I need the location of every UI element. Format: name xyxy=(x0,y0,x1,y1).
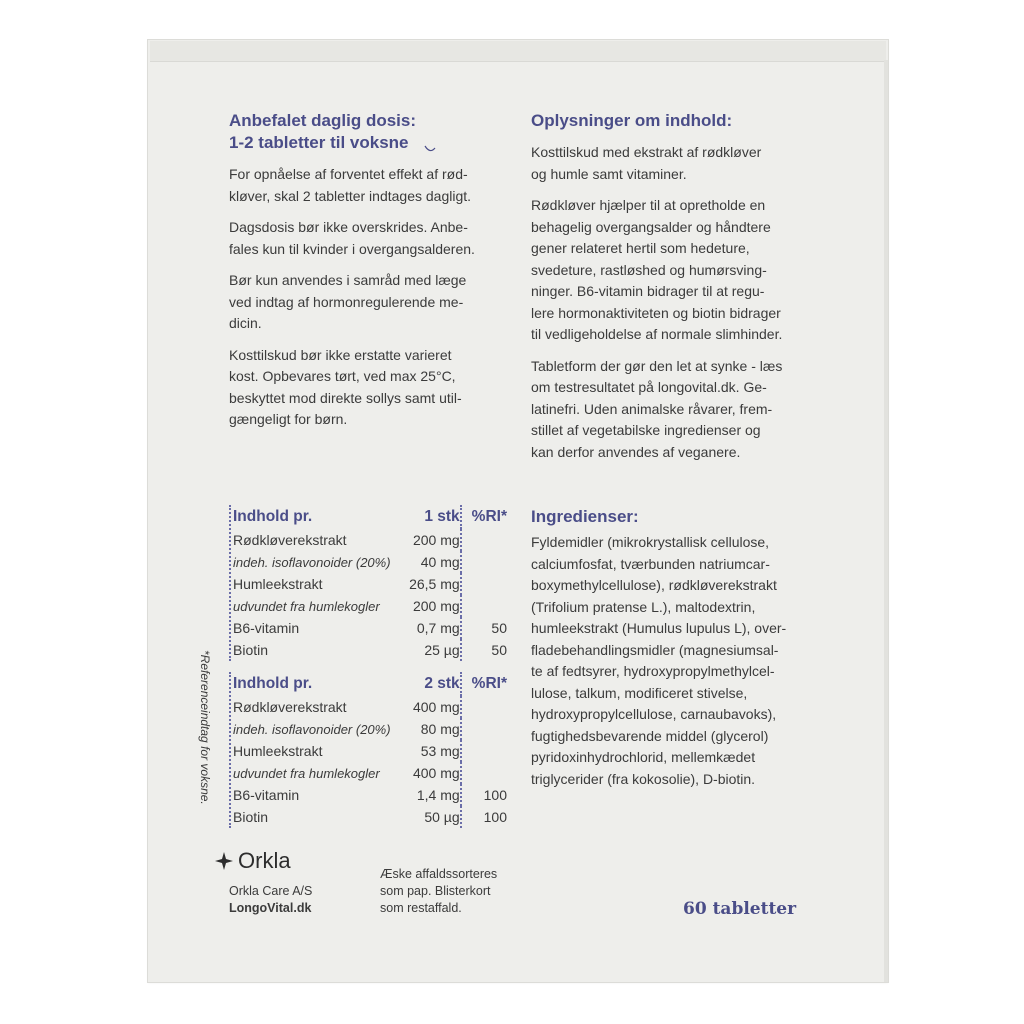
table-cell-ri: 100 xyxy=(460,806,509,828)
table-cell-name: B6-vitamin xyxy=(233,620,300,636)
table-row xyxy=(231,595,509,617)
table-header-ri: %RI* xyxy=(460,672,509,696)
table-row xyxy=(231,696,509,718)
dosage-line: Kosttilskud bør ikke erstatte varieret xyxy=(229,346,452,363)
dosage-title-line1: Anbefalet daglig dosis: xyxy=(229,111,417,130)
dosage-line: fales kun til kvinder i overgangsalderen. xyxy=(229,240,475,257)
table-cell-amount: 400 mg xyxy=(412,699,460,715)
ingredients-line: te af fedtsyrer, hydroxypropylmethylcel- xyxy=(531,663,775,679)
table-cell-name: indeh. isoflavonoider (20%) xyxy=(233,721,391,737)
info-paragraph xyxy=(531,195,816,346)
table-cell-name: Biotin xyxy=(233,642,269,658)
dosage-paragraphs xyxy=(229,164,519,441)
recycling-line: som pap. Blisterkort xyxy=(380,884,491,898)
dosage-paragraph xyxy=(229,164,519,207)
ingredients-line: fladebehandlingsmidler (magnesiumsal- xyxy=(531,641,779,658)
dosage-title-line2: 1-2 tabletter til voksne xyxy=(229,133,409,152)
table-cell-ri: 100 xyxy=(460,784,509,806)
info-line: gener relateret hertil som hedeture, xyxy=(531,240,750,256)
table-cell-amount: 40 mg xyxy=(420,554,460,570)
table-header xyxy=(231,505,509,529)
ingredients-line: triglycerider (fra kokosolie), D-biotin. xyxy=(531,770,756,787)
ingredients-title: Ingredienser: xyxy=(531,507,639,526)
table-cell-ri xyxy=(460,740,509,762)
reference-intake-note: *Referenceindtag for voksne. xyxy=(198,650,212,805)
package-top-fold xyxy=(150,41,886,62)
nutrition-table-1-tablet xyxy=(229,505,509,661)
table-cell-name: B6-vitamin xyxy=(233,787,300,803)
info-section xyxy=(531,110,816,473)
table-cell-amount: 200 mg xyxy=(412,598,460,614)
table-cell-amount: 50 µg xyxy=(424,809,460,825)
dosage-line: For opnåelse af forventet effekt af rød- xyxy=(229,166,468,182)
ingredients-line: pyridoxinhydrochlorid, mellemkædet xyxy=(531,749,756,765)
orkla-logo xyxy=(214,848,291,874)
package-right-edge xyxy=(884,60,888,982)
dosage-line: dicin. xyxy=(229,315,262,331)
company-info xyxy=(229,883,312,917)
dosage-line: Bør kun anvendes i samråd med læge xyxy=(229,272,467,288)
info-line: latinefri. Uden animalske råvarer, frem- xyxy=(531,400,773,417)
table-cell-name: Humleekstrakt xyxy=(233,743,323,759)
ingredients-list xyxy=(531,532,816,790)
dosage-line: gængeligt for børn. xyxy=(229,411,348,427)
dosage-paragraph xyxy=(229,345,519,431)
info-line: Kosttilskud med ekstrakt af rødkløver xyxy=(531,144,762,160)
ingredients-line: Fyldemidler (mikrokrystallisk cellulose, xyxy=(531,534,770,550)
table-cell-name: udvundet fra humlekogler xyxy=(233,765,380,781)
table-row xyxy=(231,784,509,806)
dosage-line: kløver, skal 2 tabletter indtages dagligt. xyxy=(229,187,472,204)
table-header-name: Indhold pr. xyxy=(233,508,313,525)
table-cell-amount: 400 mg xyxy=(412,765,460,781)
orkla-star-icon xyxy=(214,851,234,871)
info-paragraph xyxy=(531,142,816,185)
info-paragraphs xyxy=(531,142,816,473)
dosage-paragraph xyxy=(229,270,519,335)
table-cell-name: Biotin xyxy=(233,809,269,825)
ingredients-line: humleekstrakt (Humulus lupulus L), over- xyxy=(531,620,787,636)
ingredients-line: fugtighedsbevarende middel (glycerol) xyxy=(531,727,769,744)
recycling-line: Æske affaldssorteres xyxy=(380,867,498,881)
info-line: behagelig overgangsalder og håndtere xyxy=(531,218,771,235)
table-row xyxy=(231,740,509,762)
ingredients-line: hydroxypropylcellulose, carnaubavoks), xyxy=(531,706,777,722)
info-line: om testresultatet på longovital.dk. Ge- xyxy=(531,379,767,395)
table-cell-name: Rødkløverekstrakt xyxy=(233,699,347,715)
ingredients-line: boxymethylcellulose), rødkløverekstrakt xyxy=(531,577,777,593)
table-cell-name: indeh. isoflavonoider (20%) xyxy=(233,554,391,570)
dosage-line: kost. Opbevares tørt, ved max 25°C, xyxy=(229,368,456,384)
info-line: kan derfor anvendes af veganere. xyxy=(531,443,741,460)
info-line: Tabletform der gør den let at synke - læs xyxy=(531,357,783,374)
ingredients-line: lulose, talkum, modificeret stivelse, xyxy=(531,684,748,701)
tablet-count: 60 tabletter xyxy=(683,899,797,919)
table-row xyxy=(231,718,509,740)
dosage-line: Dagsdosis bør ikke overskrides. Anbe- xyxy=(229,219,468,235)
table-cell-ri xyxy=(460,529,509,551)
table-header-amount: 2 stk xyxy=(424,675,460,692)
dosage-paragraph xyxy=(229,217,519,260)
dosage-section xyxy=(229,110,519,441)
recycling-line: som restaffald. xyxy=(380,901,462,915)
info-line: og humle samt vitaminer. xyxy=(531,165,687,182)
company-website: LongoVital.dk xyxy=(229,901,312,915)
table-cell-amount: 26,5 mg xyxy=(409,576,460,592)
dosage-line: beskyttet mod direkte sollys samt util- xyxy=(229,389,462,406)
table-cell-ri xyxy=(460,696,509,718)
nutrition-table-2-tablets xyxy=(229,672,509,828)
dosage-line: ved indtag af hormonregulerende me- xyxy=(229,293,464,310)
table-cell-ri xyxy=(460,551,509,573)
info-line: ninger. B6-vitamin bidrager til at regu- xyxy=(531,283,765,299)
smile-curve-icon xyxy=(424,144,436,154)
info-paragraph xyxy=(531,356,816,464)
orkla-logo-text: Orkla xyxy=(238,848,291,873)
ingredients-section xyxy=(531,506,816,790)
table-header-name: Indhold pr. xyxy=(233,675,313,692)
info-line: lere hormonaktiviteten og biotin bidrager xyxy=(531,304,781,321)
table-row xyxy=(231,639,509,661)
table-header-amount: 1 stk xyxy=(424,508,460,525)
table-cell-amount: 0,7 mg xyxy=(416,620,460,636)
table-cell-name: udvundet fra humlekogler xyxy=(233,598,380,614)
info-line: til vedligeholdelse af normale slimhinder. xyxy=(531,326,783,342)
table-cell-amount: 80 mg xyxy=(420,721,460,737)
table-cell-amount: 53 mg xyxy=(420,743,460,759)
table-row xyxy=(231,617,509,639)
dosage-title xyxy=(229,110,519,154)
info-title: Oplysninger om indhold: xyxy=(531,111,733,130)
table-row xyxy=(231,529,509,551)
table-row xyxy=(231,573,509,595)
table-cell-name: Humleekstrakt xyxy=(233,576,323,592)
ingredients-line: (Trifolium pratense L.), maltodextrin, xyxy=(531,598,756,615)
table-cell-ri xyxy=(460,595,509,617)
info-line: svedeture, rastløshed og humørsving- xyxy=(531,261,767,278)
table-header xyxy=(231,672,509,696)
table-cell-amount: 200 mg xyxy=(412,532,460,548)
table-cell-ri xyxy=(460,718,509,740)
info-line: stillet af vegetabilske ingredienser og xyxy=(531,422,761,438)
table-row xyxy=(231,762,509,784)
table-cell-name: Rødkløverekstrakt xyxy=(233,532,347,548)
info-line: Rødkløver hjælper til at opretholde en xyxy=(531,197,766,213)
recycling-info xyxy=(380,866,497,917)
table-header-ri: %RI* xyxy=(460,505,509,529)
table-row xyxy=(231,551,509,573)
table-cell-amount: 25 µg xyxy=(424,642,460,658)
table-cell-ri: 50 xyxy=(460,639,509,661)
ingredients-line: calciumfosfat, tværbunden natriumcar- xyxy=(531,555,770,572)
table-cell-amount: 1,4 mg xyxy=(416,787,460,803)
table-cell-ri: 50 xyxy=(460,617,509,639)
company-name: Orkla Care A/S xyxy=(229,884,313,898)
table-cell-ri xyxy=(460,573,509,595)
table-row xyxy=(231,806,509,828)
table-cell-ri xyxy=(460,762,509,784)
